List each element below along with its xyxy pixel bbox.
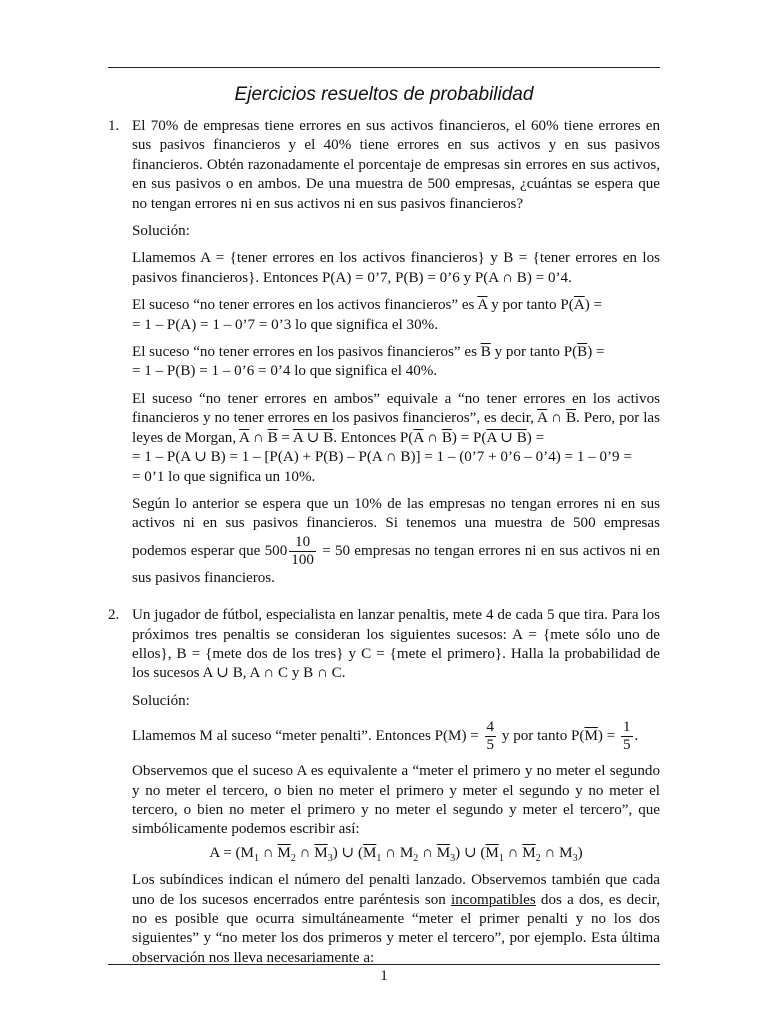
solution-label: Solución: <box>132 692 190 709</box>
fraction: $\frac{1}{5}$ <box>622 719 631 754</box>
b-complement-symbol: $\overline{B}$ <box>577 344 588 361</box>
de-morgan-paragraph: El suceso “no tener errores en ambos” equivale a “no tener errores en los activos financieros y no tener errores en los pasivos financieros”, es decir, $\overline{A}$ ∩ $\overline{B}$. Pero, por las leyes de Morgan, $\overline{A}$ ∩ $\overline{B} = A$ ∪ B. Entonces $P(\overline{A}$ ∩ $\overline{B}) = P(A$ ∪ B) = = 1 – P(A ∪ B) = 1 – [P(A) + P(B) – P(A ∩ B)] = 1 – (0’7 + 0’6 – 0’4) = 1 – 0’9 = = 0’1 lo que significa un 10%. <box>132 390 661 485</box>
complement-a-paragraph: El suceso “no tener errores en los activos financieros” es $\overline{A}$ y por tanto $P(\overline{A})$ = = 1 – P(A) = 1 – 0’7 = 0’3 lo que significa el 30%. <box>132 297 603 333</box>
exercise-number: 1. <box>108 118 120 134</box>
exercise-1 <box>108 117 660 588</box>
exercise-statement: El 70% de empresas tiene errores en sus activos financieros, el 60% tiene errores en sus pasivos financieros y el 40% tiene errores en sus activos y en sus pasivos financieros. Obtén razonadamente el porcentaje de empresas sin errores en sus activos, en sus pasivos o en ambos. De una muestra de 500 empresas, ¿cuántas se espera que no tengan errores ni en sus activos ni en sus pasivos financieros? <box>132 118 660 212</box>
event-a-paragraph: Observemos que el suceso A es equivalente a “meter el primero y no meter el segundo y no meter el tercero, o bien no meter el primero y meter el segundo y no meter el tercero, o bien no meter el primero y no meter el segundo y meter el tercero”, que simbólicamente podemos escribir así: <box>132 763 660 838</box>
definition-paragraph: Llamemos A = {tener errores en los activos financieros} y B = {tener errores en los pasivos financieros}. Entonces P(A) = 0’7, P(B) = 0’6 y P(A ∩ B) = 0’4. <box>132 250 660 286</box>
a-complement-symbol: $\overline{A}$ <box>573 297 585 314</box>
b-complement-symbol: $\overline{B}$ <box>480 344 491 361</box>
probability-paragraph: Llamemos M al suceso “meter penalti”. Entonces P(M) = $\frac{4}{5}$ y por tanto $P(\overline{M})$ = $\frac{1}{5}$ . <box>132 719 639 754</box>
header-rule <box>108 67 660 68</box>
solution-label: Solución: <box>132 223 190 240</box>
page-title: Ejercicios resueltos de probabilidad <box>234 84 534 105</box>
event-a-equation: $A = (M_1$ ∩ $\overline{M}_2$ ∩ $\overline{M}_3$) ∪ ($\overline{M}_1$ ∩ $M_2$ ∩ $\overline{M}_3$) ∪ ($\overline{M}_1$ ∩ $\overline{M}_2$ ∩ $M_3$) <box>209 844 583 864</box>
m-complement-symbol: $\overline{M}$ <box>584 728 598 745</box>
a-complement-symbol: $\overline{A}$ <box>477 297 488 314</box>
expected-count-paragraph: Según lo anterior se espera que un 10% de las empresas no tengan errores ni en sus activos ni en sus pasivos financieros. Si tenemos una muestra de 500 empresas podemos esperar que 500 $\frac{10}{100}$ = 50 empresas no tengan errores ni en sus activos ni en sus pasivos financieros. <box>132 495 661 586</box>
document-body <box>108 117 660 976</box>
complement-b-paragraph: El suceso “no tener errores en los pasivos financieros” es $\overline{B}$ y por tanto $P(\overline{B})$ = = 1 – P(B) = 1 – 0’6 = 0’4 lo que significa el 40%. <box>132 344 605 380</box>
incompatible-events-paragraph: Los subíndices indican el número del penalti lanzado. Observemos también que cada uno de los sucesos encerrados entre paréntesis son incompatibles dos a dos, es decir, no es posible que ocurra simultáneamente “meter el primer penalti y no los dos siguientes” y “no meter los dos primeros y meter el tercero”, por ejemplo. Esta última observación nos lleva necesariamente a: <box>132 872 661 966</box>
exercise-2 <box>108 606 660 968</box>
exercise-number: 2. <box>108 607 120 624</box>
fraction: $\frac{4}{5}$ <box>486 719 495 754</box>
page-number: 1 <box>380 968 388 984</box>
exercise-statement: Un jugador de fútbol, especialista en lanzar penaltis, mete 4 de cada 5 que tira. Para los próximos tres penaltis se consideran los siguientes sucesos: A = {mete sólo uno de ellos}, B = {mete dos de los tres} y C = {mete el primero}. Halla la probabilidad de los sucesos A ∪ B, A ∩ C y B ∩ C. <box>132 607 660 682</box>
underlined-term: incompatibles <box>451 891 536 908</box>
footer-rule <box>108 964 660 965</box>
fraction: $\frac{10}{100}$ <box>291 533 314 568</box>
